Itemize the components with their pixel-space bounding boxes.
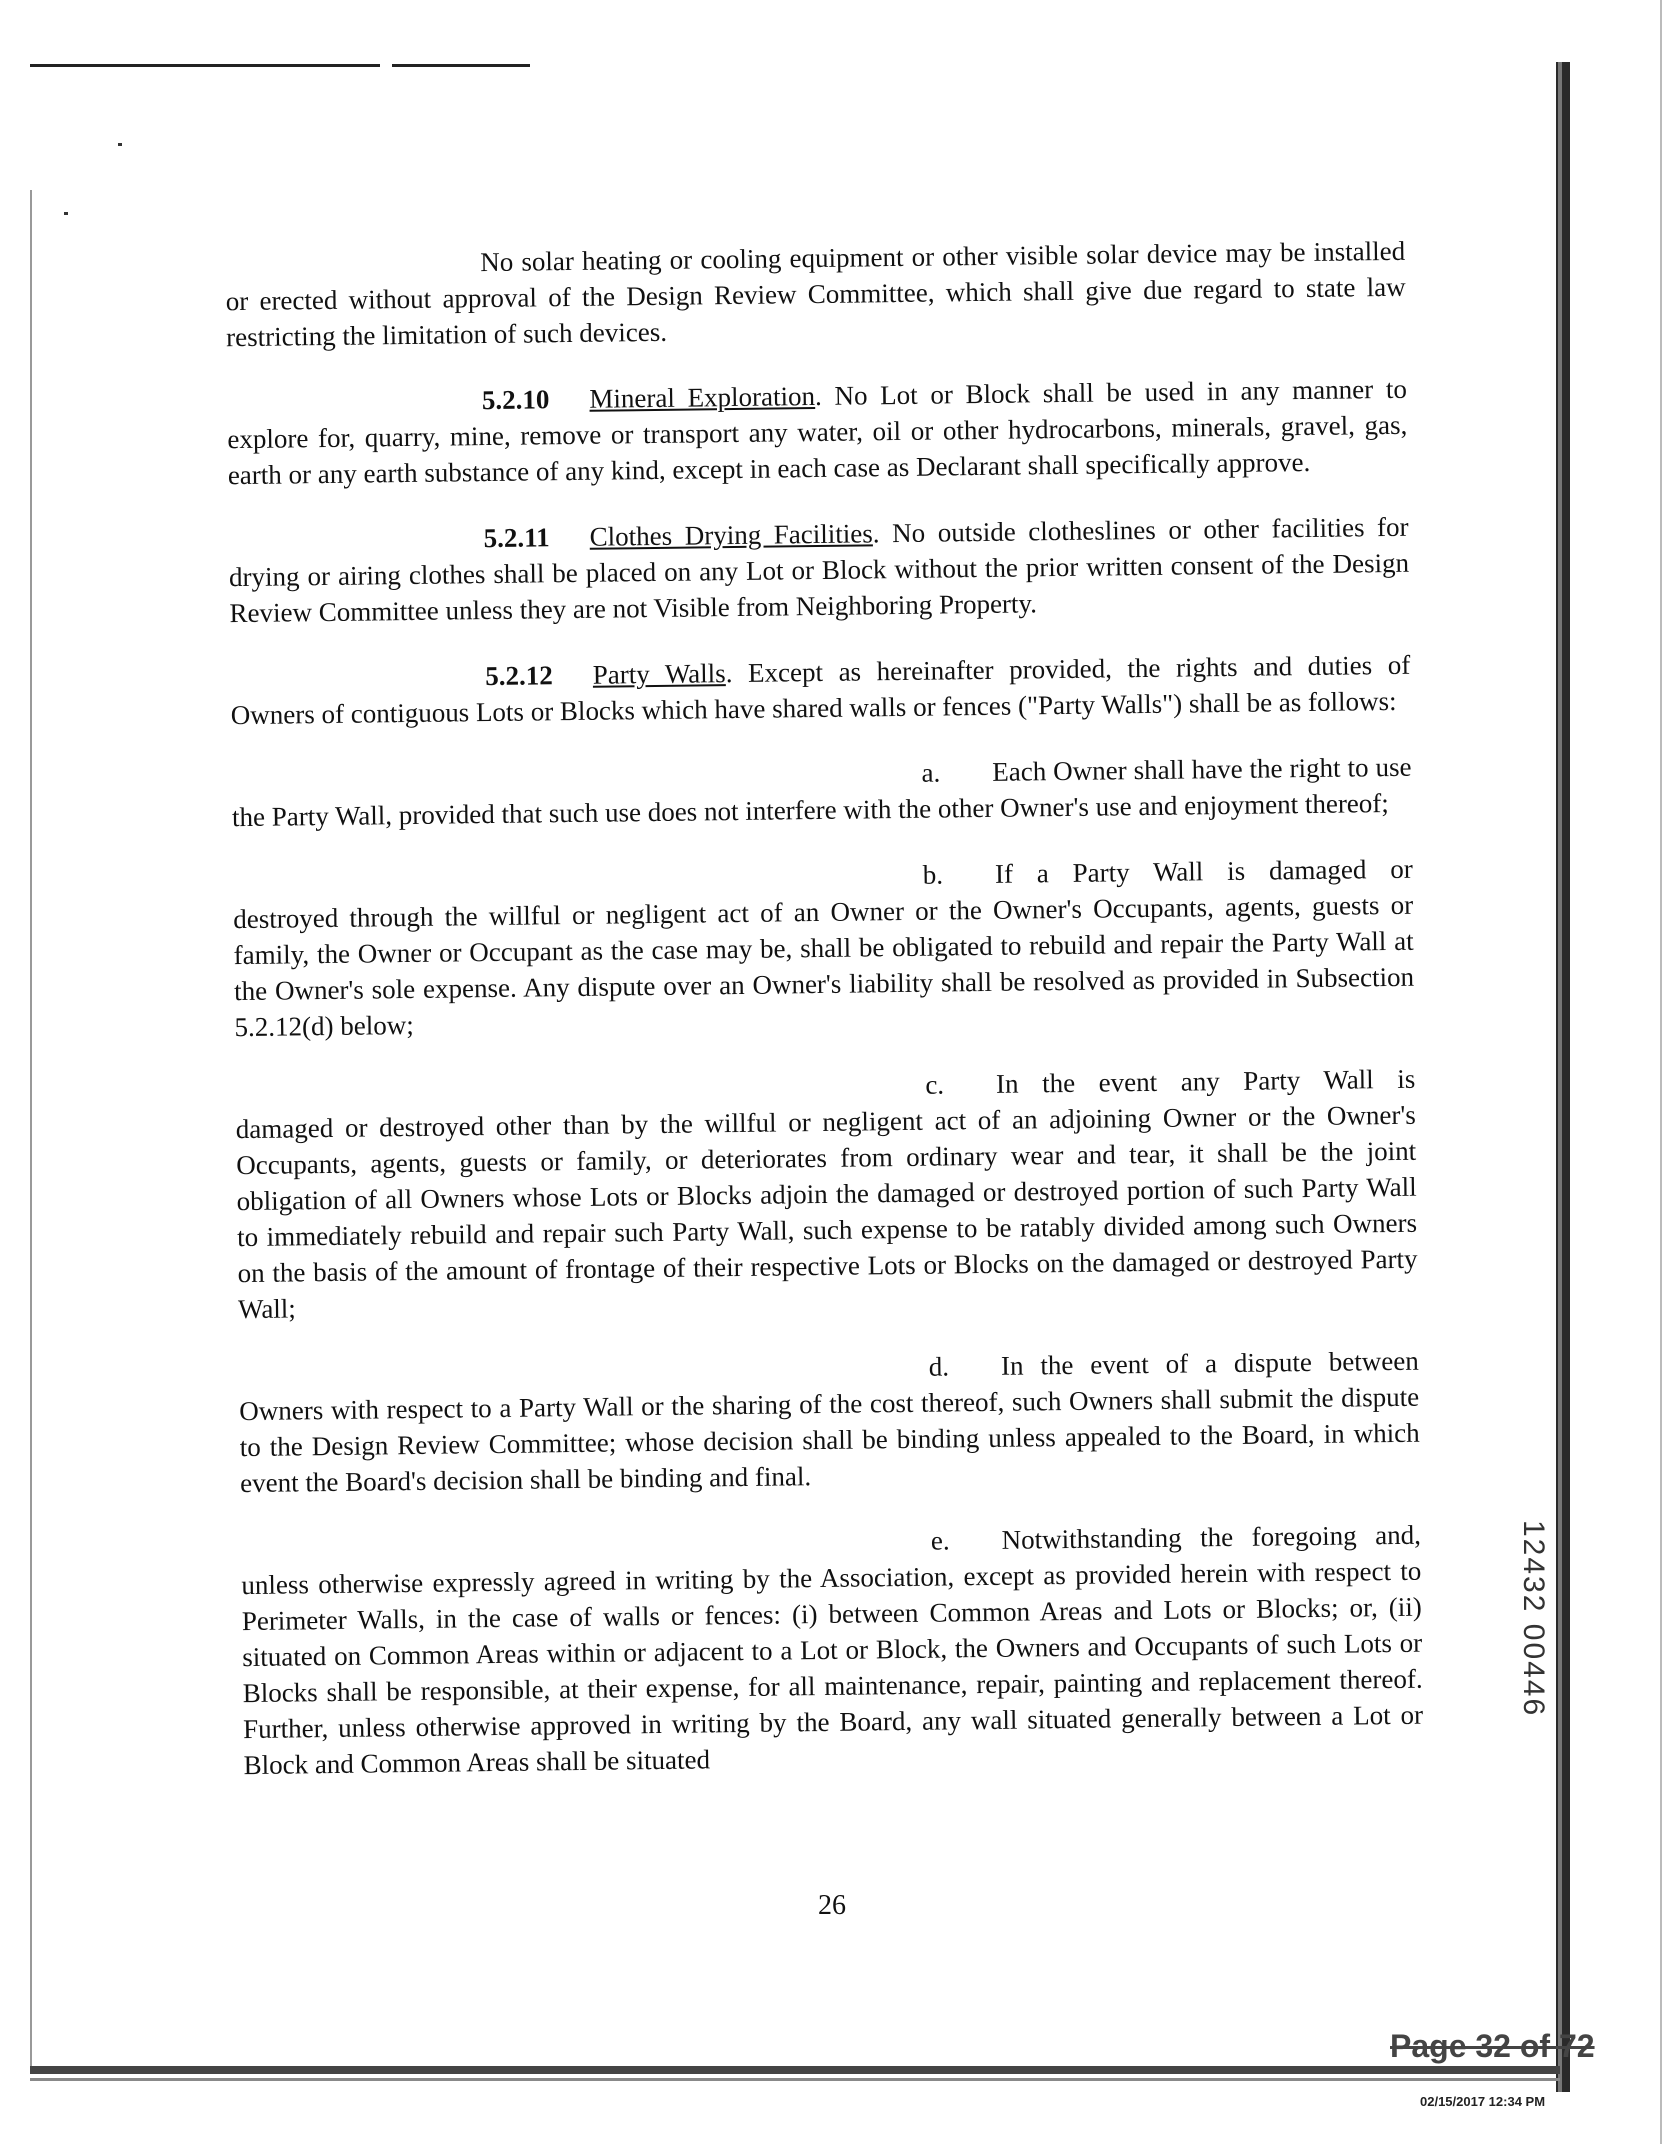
section-5-2-12 — [230, 647, 1411, 733]
bottom-scan-bar — [30, 2066, 1560, 2074]
top-rule — [30, 64, 530, 67]
subsection-b — [233, 851, 1415, 1045]
subsection-text: Each Owner shall have the right to use the Party Wall, provided that such use does not interfere with the other Owner's use and enjoyment thereof; — [231, 751, 1412, 833]
subsection-c — [235, 1061, 1418, 1327]
subsection-text: In the event of a dispute between Owners with respect to a Party Wall or the sharing of the cost thereof, such Owners shall submit the dispute to the Design Review Committee; whose decision shall be binding unless appealed to the Board, in which event the Board's decision shall be binding and final. — [239, 1345, 1420, 1499]
section-5-2-10 — [227, 371, 1408, 493]
section-title: Mineral Exploration — [589, 381, 816, 414]
section-text: . No Lot or Block shall be used in any manner to explore for, quarry, mine, remove or transport any water, oil or other hydrocarbons, minerals, gravel, gas, earth or any earth substance of any kind, except in each case as Declarant shall specifically approve. — [227, 373, 1408, 491]
recording-number-stamp: 12432 00446 — [1517, 1520, 1550, 1718]
subsection-e — [241, 1517, 1424, 1783]
document-body — [225, 233, 1424, 1813]
section-number: 5.2.10 — [481, 384, 550, 416]
right-scan-bar-highlight — [1558, 62, 1562, 2092]
scan-speck — [64, 212, 68, 215]
section-text: . No outside clotheslines or other facilities for drying or airing clothes shall be placed on any Lot or Block without the prior written consent of the Design Review Committee unless they are not Visible from Neighboring Property. — [228, 511, 1410, 629]
right-page-edge — [1660, 0, 1662, 2144]
intro-text: No solar heating or cooling equipment or other visible solar device may be installed or erected without approval of the Design Review Committee, which shall give due regard to state law restricting the limitation of such devices. — [225, 235, 1406, 353]
footer-page-count: Page 32 of 72 — [1390, 2028, 1595, 2064]
section-number: 5.2.11 — [483, 522, 550, 554]
top-rule-gap — [380, 63, 392, 68]
scan-speck — [118, 143, 122, 146]
subsection-letter: d. — [928, 1351, 950, 1382]
section-5-2-11 — [228, 509, 1409, 631]
page-number: 26 — [818, 1890, 846, 1921]
section-title: Clothes Drying Facilities — [589, 518, 873, 552]
subsection-letter: a. — [921, 757, 941, 788]
bottom-scan-bar-line — [30, 2078, 1560, 2081]
intro-paragraph — [225, 233, 1406, 355]
subsection-letter: c. — [925, 1069, 945, 1100]
section-text: . Except as hereinafter provided, the rights and duties of Owners of contiguous Lots or Blocks which have shared walls or fences ("Party Walls") shall be as follows: — [230, 649, 1411, 731]
subsection-text: In the event any Party Wall is damaged or destroyed other than by the willful or negligent act of an adjoining Owner or the Owner's Occupants, agents, guests or family, or deteriorates from ordinary wear and tear, it shall be the joint obligation of all Owners whose Lots or Blocks adjoin the damaged or destroyed portion of such Party Wall to immediately rebuild and repair such Party Wall, such expense to be ratably divided among such Owners on the basis of the amount of frontage of their respective Lots or Blocks on the damaged or destroyed Party Wall; — [235, 1063, 1418, 1325]
section-number: 5.2.12 — [485, 660, 553, 692]
subsection-letter: e. — [930, 1525, 950, 1556]
subsection-text: If a Party Wall is damaged or destroyed through the willful or negligent act of an Owner or the Owner's Occupants, agents, guests or family, the Owner or Occupant as the case may be, shall be obligated to rebuild and repair the Party Wall at the Owner's sole expense. Any dispute over an Owner's liability shall be resolved as provided in Subsection 5.2.12(d) below; — [233, 853, 1415, 1043]
footer-timestamp: 02/15/2017 12:34 PM — [1420, 2094, 1546, 2109]
subsection-letter: b. — [922, 859, 944, 890]
subsection-text: Notwithstanding the foregoing and, unless otherwise expressly agreed in writing by the Association, except as provided herein with respect to Perimeter Walls, in the case of walls or fences: (i) between Common Areas and Lots or Blocks; or, (ii) situated on Common Areas within or adjacent to a Lot or Block, the Owners and Occupants of such Lots or Blocks shall be responsible, at their expense, for all maintenance, repair, painting and replacement thereof. Further, unless otherwise approved in writing by the Board, any wall situated generally between a Lot or Block and Common Areas shall be situated — [241, 1519, 1424, 1781]
section-title: Party Walls — [592, 658, 726, 690]
subsection-a — [231, 749, 1412, 835]
subsection-d — [239, 1343, 1421, 1501]
left-page-edge — [30, 190, 32, 2070]
